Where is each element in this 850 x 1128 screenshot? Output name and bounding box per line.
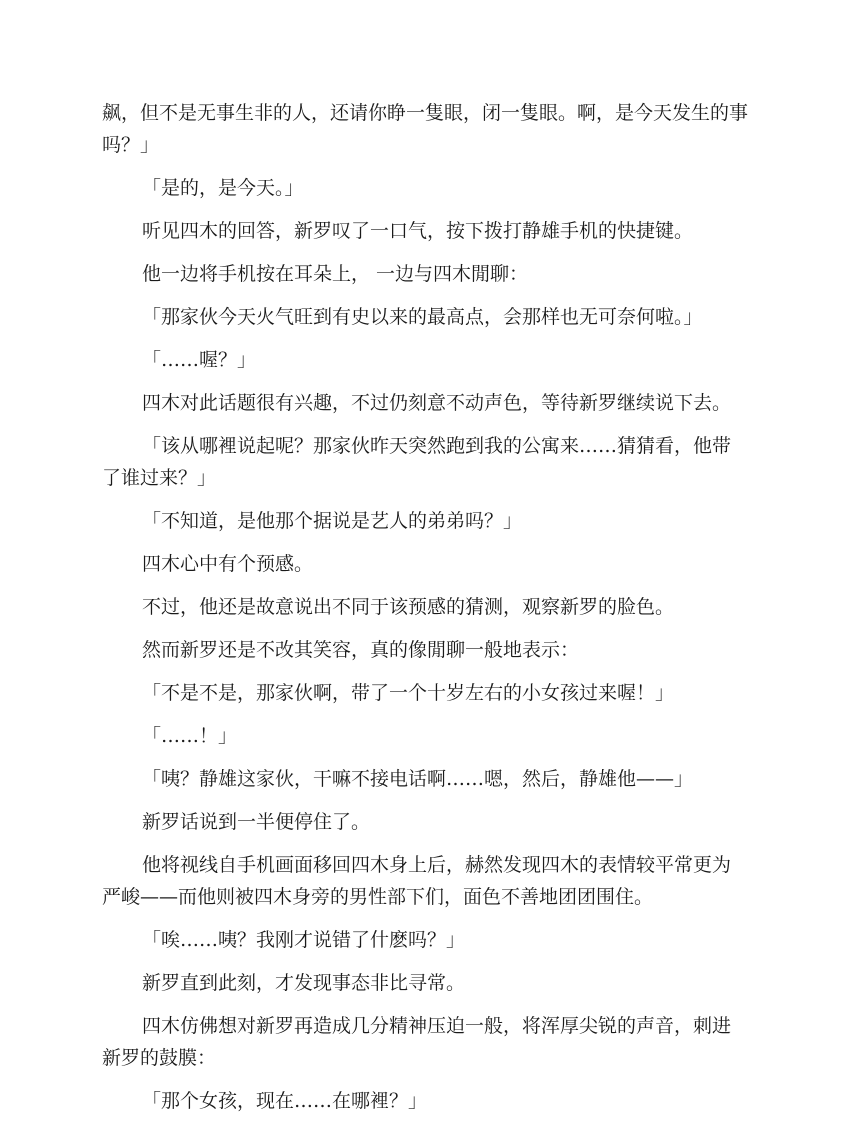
paragraph: 不过，他还是故意说出不同于该预感的猜测，观察新罗的脸色。 (142, 596, 675, 618)
paragraph: 他一边将手机按在耳朵上， 一边与四木閒聊： (142, 263, 529, 285)
paragraph: 「……！」 (142, 725, 238, 747)
paragraph: 「不知道，是他那个据说是艺人的弟弟吗？」 (142, 510, 523, 532)
paragraph: 「是的，是今天。」 (142, 177, 304, 199)
paragraph: 「那个女孩，现在……在哪裡？」 (142, 1090, 428, 1112)
document-body (102, 97, 748, 1128)
paragraph: 四木对此话题很有兴趣，不过仍刻意不动声色，等待新罗继续说下去。 (142, 392, 732, 414)
paragraph: 四木仿佛想对新罗再造成几分精神压迫一般，将浑厚尖锐的声音，刺进新罗的鼓膜： (102, 1015, 732, 1069)
paragraph: 「咦？静雄这家伙，干嘛不接电话啊……嗯，然后，静雄他——」 (142, 768, 694, 790)
paragraph: 「……喔？」 (142, 349, 257, 371)
paragraph: 「不是不是，那家伙啊，带了一个十岁左右的小女孩过来喔！」 (142, 682, 675, 704)
paragraph: 他将视线自手机画面移回四木身上后，赫然发现四木的表情较平常更为严峻——而他则被四木身旁的男性部下们，面色不善地团团围住。 (102, 854, 732, 908)
paragraph: 四木心中有个预感。 (142, 553, 314, 575)
paragraph: 飙，但不是无事生非的人，还请你睁一隻眼，闭一隻眼。啊，是今天发生的事吗？」 (102, 102, 749, 156)
paragraph: 「该从哪裡说起呢？那家伙昨天突然跑到我的公寓来……猜猜看，他带了谁过来？」 (102, 435, 732, 489)
paragraph: 「唉……咦？我刚才说错了什麽吗？」 (142, 929, 466, 951)
paragraph: 然而新罗还是不改其笑容，真的像閒聊一般地表示： (142, 639, 580, 661)
paragraph: 听见四木的回答，新罗叹了一口气，按下拨打静雄手机的快捷键。 (142, 220, 694, 242)
paragraph: 「那家伙今天火气旺到有史以来的最高点，会那样也无可奈何啦。」 (142, 306, 703, 328)
paragraph: 新罗话说到一半便停住了。 (142, 811, 371, 833)
paragraph: 新罗直到此刻，才发现事态非比寻常。 (142, 972, 466, 994)
